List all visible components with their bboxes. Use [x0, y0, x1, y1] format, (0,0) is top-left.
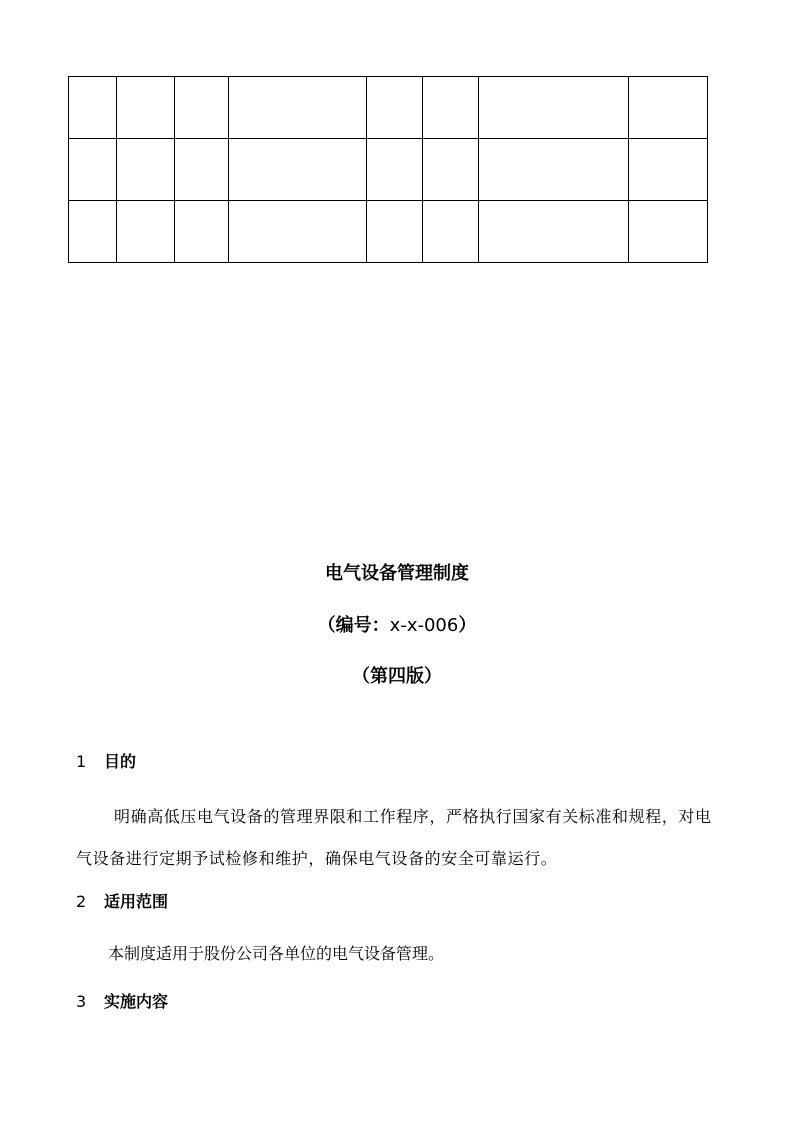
table-cell [69, 139, 117, 201]
section-heading-text: 目的 [104, 752, 137, 771]
section-body-purpose: 明确高低压电气设备的管理界限和工作程序，严格执行国家有关标准和规程，对电气设备进行定期予试检修和维护，确保电气设备的安全可靠运行。 [76, 807, 712, 868]
document-code-prefix: （编号： [317, 615, 390, 636]
table-cell [117, 201, 175, 263]
section-number: 1 [76, 752, 87, 771]
table-cell [367, 139, 423, 201]
document-code-value: x-x-006 [389, 615, 459, 636]
table-row [69, 77, 708, 139]
section-number: 2 [76, 892, 87, 911]
table-cell [117, 77, 175, 139]
section-heading-implementation [76, 989, 168, 1012]
table-cell [117, 139, 175, 201]
table-cell [229, 77, 367, 139]
document-code [0, 611, 794, 637]
table-cell [367, 201, 423, 263]
table-body [69, 77, 708, 263]
table-cell [69, 201, 117, 263]
table-cell [175, 77, 229, 139]
table-cell [479, 77, 629, 139]
table-cell [423, 201, 479, 263]
table-cell [229, 139, 367, 201]
table-cell [69, 77, 117, 139]
table-cell [629, 139, 708, 201]
blank-form-table [68, 76, 708, 263]
table-row [69, 201, 708, 263]
table-cell [229, 201, 367, 263]
table-cell [629, 201, 708, 263]
table-row [69, 139, 708, 201]
table-cell [175, 139, 229, 201]
section-heading-purpose [76, 749, 136, 772]
table-cell [367, 77, 423, 139]
table-cell [479, 201, 629, 263]
section-body-scope: 本制度适用于股份公司各单位的电气设备管理。 [108, 944, 445, 963]
document-title: 电气设备管理制度 [325, 563, 469, 584]
section-heading-text: 实施内容 [104, 992, 169, 1011]
section-heading-scope [76, 889, 168, 912]
table-cell [423, 77, 479, 139]
table-cell [423, 139, 479, 201]
table-cell [175, 201, 229, 263]
document-code-suffix: ） [458, 615, 477, 636]
table-cell [479, 139, 629, 201]
document-edition: （第四版） [352, 666, 442, 687]
section-number: 3 [76, 992, 87, 1011]
section-heading-text: 适用范围 [104, 892, 169, 911]
table-cell [629, 77, 708, 139]
